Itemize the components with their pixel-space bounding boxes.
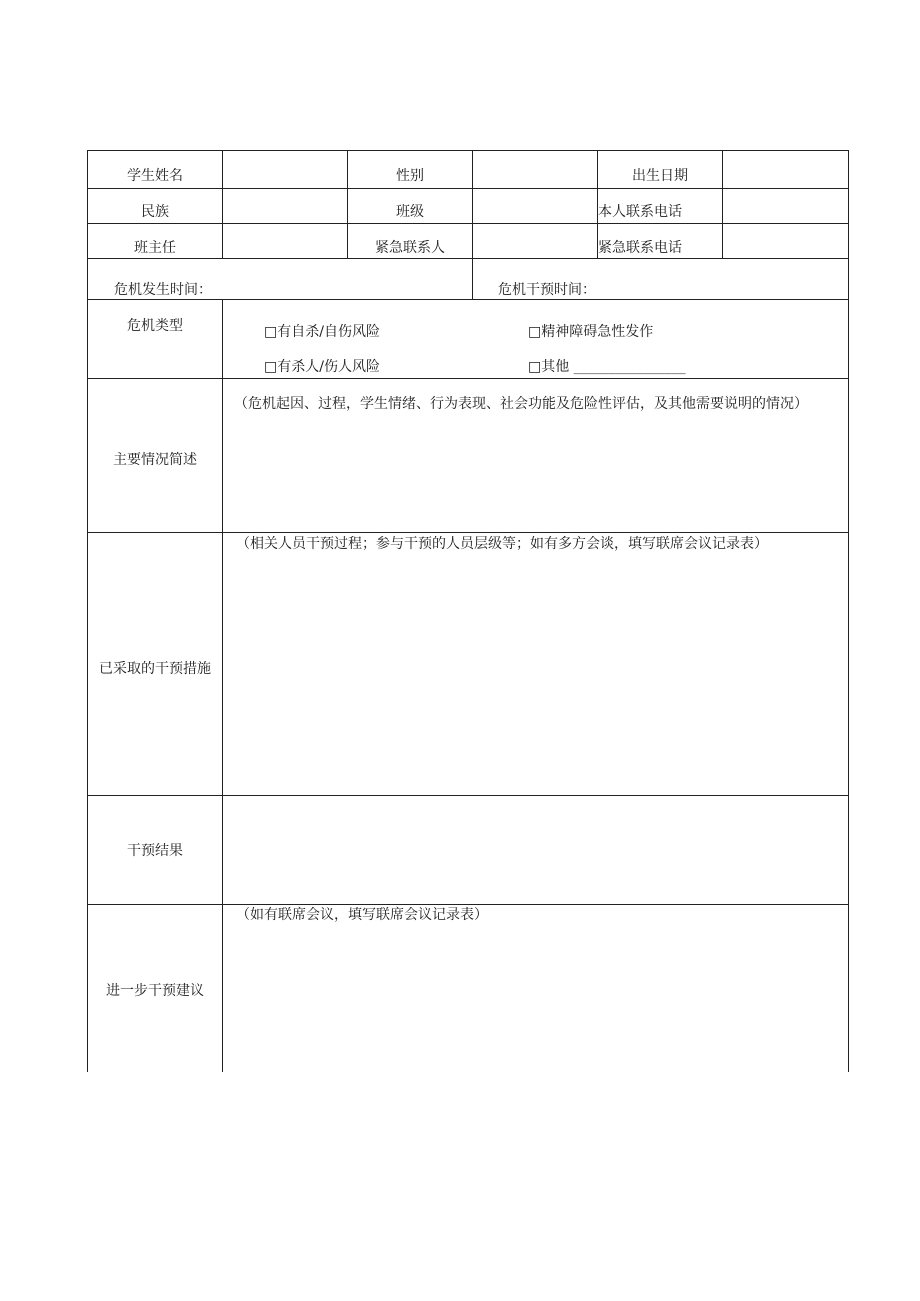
crisis-occur-time-label: 危机发生时间：: [114, 282, 212, 298]
head-teacher-label: 班主任: [134, 240, 176, 256]
emergency-phone-field[interactable]: [723, 224, 848, 258]
summary-hint: （危机起因、过程，学生情绪、行为表现、社会功能及危险性评估，及其他需要说明的情况）: [234, 396, 808, 412]
row-divider: [87, 904, 849, 905]
result-field[interactable]: [223, 796, 848, 904]
class-field[interactable]: [473, 189, 597, 223]
mental-disorder-checkbox[interactable]: □精神障碍急性发作: [528, 324, 654, 340]
birth-date-label: 出生日期: [632, 168, 688, 184]
crisis-intervene-time-label: 危机干预时间：: [498, 282, 596, 298]
suggestion-field[interactable]: [223, 928, 848, 1072]
row-divider: [87, 532, 849, 533]
row-divider: [87, 299, 849, 300]
table-border-left: [87, 150, 88, 1072]
gender-label: 性别: [396, 168, 424, 184]
head-teacher-field[interactable]: [223, 224, 347, 258]
class-label: 班级: [396, 204, 424, 220]
ethnicity-label: 民族: [141, 204, 169, 220]
violence-risk-checkbox[interactable]: □有杀人/伤人风险: [264, 359, 380, 375]
birth-date-field[interactable]: [723, 151, 848, 188]
personal-phone-label: 本人联系电话: [598, 204, 682, 220]
emergency-contact-field[interactable]: [473, 224, 597, 258]
other-checkbox[interactable]: □其他 ________________: [528, 359, 686, 375]
suggestion-hint: （如有联席会议，填写联席会议记录表）: [236, 907, 488, 923]
measures-field[interactable]: [223, 556, 848, 795]
suggestion-label: 进一步干预建议: [106, 983, 204, 999]
student-name-field[interactable]: [223, 151, 347, 188]
suicide-risk-checkbox[interactable]: □有自杀/自伤风险: [264, 324, 380, 340]
ethnicity-field[interactable]: [223, 189, 347, 223]
crisis-type-label: 危机类型: [127, 318, 183, 334]
result-label: 干预结果: [127, 843, 183, 859]
crisis-intervene-time-field[interactable]: [600, 259, 848, 299]
measures-hint: （相关人员干预过程；参与干预的人员层级等；如有多方会谈，填写联席会议记录表）: [236, 536, 768, 552]
row-divider: [87, 378, 849, 379]
emergency-contact-label: 紧急联系人: [375, 240, 445, 256]
gender-field[interactable]: [473, 151, 597, 188]
personal-phone-field[interactable]: [723, 189, 848, 223]
crisis-occur-time-field[interactable]: [215, 259, 472, 299]
measures-label: 已采取的干预措施: [99, 661, 211, 677]
emergency-phone-label: 紧急联系电话: [598, 240, 682, 256]
student-name-label: 学生姓名: [127, 168, 183, 184]
table-border-right: [848, 150, 849, 1072]
summary-label: 主要情况简述: [113, 452, 197, 468]
summary-field[interactable]: [223, 436, 848, 532]
